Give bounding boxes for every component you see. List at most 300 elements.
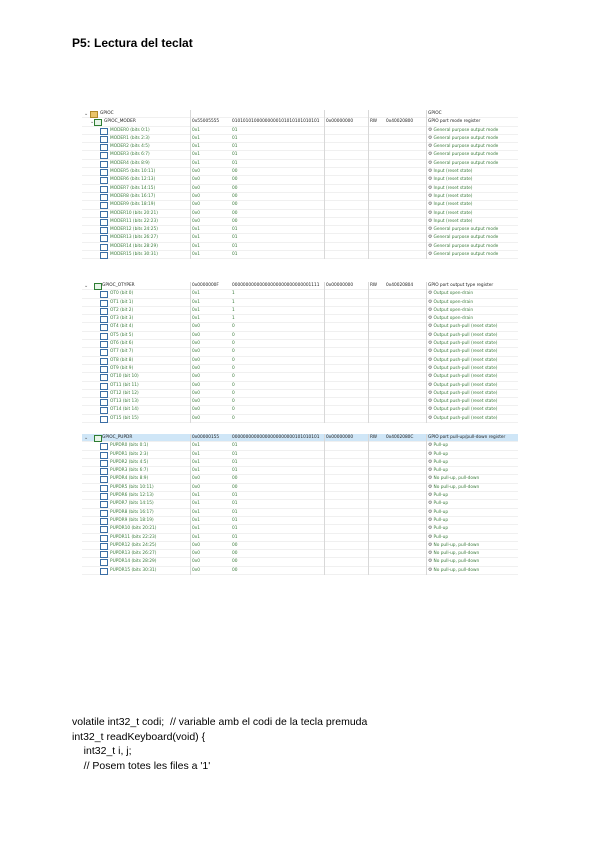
- field-bin-value[interactable]: 01: [232, 534, 238, 540]
- field-description-text: Pull-up: [433, 501, 449, 507]
- field-icon: [100, 152, 108, 159]
- field-row[interactable]: [82, 373, 518, 381]
- register-reset-value: 0x00000000: [326, 119, 354, 125]
- field-row[interactable]: [82, 176, 518, 184]
- field-bin-value[interactable]: 01: [232, 443, 238, 449]
- field-bin-value[interactable]: 01: [232, 509, 238, 515]
- field-row[interactable]: [82, 398, 518, 406]
- field-row[interactable]: [82, 442, 518, 450]
- gear-icon[interactable]: ⚙: [428, 442, 433, 449]
- register-name: GPIOC_PUPDR: [102, 435, 133, 440]
- field-description: [428, 307, 518, 314]
- field-row[interactable]: [82, 534, 518, 542]
- field-bin-value[interactable]: 00: [232, 559, 238, 565]
- field-bin-value[interactable]: 00: [232, 218, 238, 224]
- field-bin-value[interactable]: 01: [232, 459, 238, 465]
- field-icon: [100, 366, 108, 373]
- field-description-text: Input (reset state): [433, 185, 473, 191]
- gear-icon[interactable]: ⚙: [428, 508, 433, 515]
- field-row[interactable]: [82, 558, 518, 566]
- field-row[interactable]: [82, 484, 518, 492]
- field-bin-value[interactable]: 01: [232, 152, 238, 158]
- gear-icon[interactable]: ⚙: [428, 298, 433, 305]
- gear-icon[interactable]: ⚙: [428, 226, 433, 233]
- field-description-text: General purpose output mode: [433, 243, 499, 249]
- field-name: PUPDR15 (bits 30:31): [110, 567, 157, 573]
- field-hex-value[interactable]: 0x0: [192, 390, 201, 396]
- register-row-selected[interactable]: [82, 434, 518, 442]
- field-icon: [100, 227, 108, 234]
- register-description: GPIO port output type register: [428, 283, 494, 288]
- field-hex-value[interactable]: 0x0: [192, 382, 201, 388]
- field-hex-value[interactable]: 0x0: [192, 218, 201, 224]
- field-hex-value[interactable]: 0x1: [192, 534, 201, 540]
- field-bin-value[interactable]: 00: [232, 193, 238, 199]
- field-icon: [100, 136, 108, 143]
- field-hex-value[interactable]: 0x0: [192, 349, 201, 355]
- field-name: MODER8 (bits 16:17): [110, 193, 156, 199]
- field-bin-value[interactable]: 0: [232, 341, 235, 347]
- gear-icon[interactable]: ⚙: [428, 414, 433, 421]
- field-bin-value[interactable]: 00: [232, 202, 238, 208]
- field-description: [428, 193, 518, 200]
- field-row[interactable]: [82, 451, 518, 459]
- code-snippet: [72, 715, 367, 773]
- field-name: PUPDR7 (bits 14:15): [110, 501, 154, 507]
- field-row[interactable]: [82, 357, 518, 365]
- field-name: OT4 (bit 4): [110, 324, 134, 330]
- column-divider: [190, 282, 191, 423]
- field-hex-value[interactable]: 0x0: [192, 484, 201, 490]
- field-name: MODER7 (bits 14:15): [110, 185, 156, 191]
- field-bin-value[interactable]: 0: [232, 332, 235, 338]
- field-row[interactable]: [82, 127, 518, 135]
- field-icon: [100, 291, 108, 298]
- field-name: PUPDR14 (bits 28:29): [110, 559, 157, 565]
- gear-icon[interactable]: ⚙: [428, 159, 433, 166]
- gear-icon[interactable]: ⚙: [428, 143, 433, 150]
- gear-icon[interactable]: ⚙: [428, 348, 433, 355]
- field-description: [428, 390, 518, 397]
- field-description: [428, 127, 518, 134]
- field-hex-value[interactable]: 0x0: [192, 551, 201, 557]
- field-bin-value[interactable]: 01: [232, 451, 238, 457]
- field-row[interactable]: [82, 160, 518, 168]
- field-bin-value[interactable]: 0: [232, 374, 235, 380]
- field-description: [428, 168, 518, 175]
- gear-icon[interactable]: ⚙: [428, 541, 433, 548]
- field-description-text: Output push-pull (reset state): [433, 332, 498, 338]
- field-row[interactable]: [82, 525, 518, 533]
- field-hex-value[interactable]: 0x0: [192, 476, 201, 482]
- gear-icon[interactable]: ⚙: [428, 209, 433, 216]
- field-hex-value[interactable]: 0x1: [192, 144, 201, 150]
- collapse-toggle-icon[interactable]: ⌄: [84, 283, 89, 289]
- field-row[interactable]: [82, 365, 518, 373]
- field-hex-value[interactable]: 0x1: [192, 307, 201, 313]
- column-divider: [426, 282, 427, 423]
- field-bin-value[interactable]: 00: [232, 542, 238, 548]
- field-hex-value[interactable]: 0x0: [192, 210, 201, 216]
- field-description: [428, 151, 518, 158]
- field-hex-value[interactable]: 0x1: [192, 127, 201, 133]
- field-row[interactable]: [82, 323, 518, 331]
- field-description: [428, 558, 518, 565]
- field-name: OT3 (bit 3): [110, 316, 134, 322]
- field-hex-value[interactable]: 0x0: [192, 374, 201, 380]
- field-hex-value[interactable]: 0x0: [192, 542, 201, 548]
- field-description-text: General purpose output mode: [433, 152, 499, 158]
- field-hex-value[interactable]: 0x0: [192, 169, 201, 175]
- field-description: [428, 484, 518, 491]
- field-hex-value[interactable]: 0x0: [192, 415, 201, 421]
- gear-icon[interactable]: ⚙: [428, 217, 433, 224]
- gear-icon[interactable]: ⚙: [428, 234, 433, 241]
- register-icon: [94, 119, 102, 126]
- field-bin-value[interactable]: 01: [232, 135, 238, 141]
- field-bin-value[interactable]: 00: [232, 210, 238, 216]
- field-bin-value[interactable]: 0: [232, 324, 235, 330]
- gear-icon[interactable]: ⚙: [428, 450, 433, 457]
- field-description: [428, 332, 518, 339]
- moder-register-panel: [82, 110, 518, 259]
- field-bin-value[interactable]: 00: [232, 177, 238, 183]
- field-name: OT8 (bit 8): [110, 357, 134, 363]
- field-hex-value[interactable]: 0x0: [192, 567, 201, 573]
- field-hex-value[interactable]: 0x1: [192, 243, 201, 249]
- field-description-text: General purpose output mode: [433, 235, 499, 241]
- gear-icon[interactable]: ⚙: [428, 525, 433, 532]
- field-hex-value[interactable]: 0x1: [192, 451, 201, 457]
- gear-icon[interactable]: ⚙: [428, 389, 433, 396]
- field-description: [428, 442, 518, 449]
- register-row[interactable]: [82, 282, 518, 290]
- collapse-toggle-icon[interactable]: ⌄: [84, 111, 89, 117]
- field-row[interactable]: [82, 143, 518, 151]
- field-bin-value[interactable]: 00: [232, 476, 238, 482]
- field-hex-value[interactable]: 0x1: [192, 235, 201, 241]
- gear-icon[interactable]: ⚙: [428, 550, 433, 557]
- field-row[interactable]: [82, 567, 518, 575]
- field-description-text: General purpose output mode: [433, 135, 499, 141]
- gear-icon[interactable]: ⚙: [428, 151, 433, 158]
- gear-icon[interactable]: ⚙: [428, 201, 433, 208]
- gpio-group-description: GPIOC: [428, 111, 442, 116]
- gear-icon[interactable]: ⚙: [428, 176, 433, 183]
- field-bin-value[interactable]: 0: [232, 365, 235, 371]
- field-icon: [100, 349, 108, 356]
- field-description-text: General purpose output mode: [433, 144, 499, 150]
- field-row[interactable]: [82, 509, 518, 517]
- field-bin-value[interactable]: 01: [232, 493, 238, 499]
- field-hex-value[interactable]: 0x0: [192, 407, 201, 413]
- field-row[interactable]: [82, 151, 518, 159]
- field-icon: [100, 235, 108, 242]
- field-name: OT2 (bit 2): [110, 307, 134, 313]
- field-row[interactable]: [82, 193, 518, 201]
- field-hex-value[interactable]: 0x0: [192, 202, 201, 208]
- gear-icon[interactable]: ⚙: [428, 398, 433, 405]
- field-bin-value[interactable]: 01: [232, 517, 238, 523]
- field-hex-value[interactable]: 0x0: [192, 324, 201, 330]
- gear-icon[interactable]: ⚙: [428, 500, 433, 507]
- gear-icon[interactable]: ⚙: [428, 290, 433, 297]
- field-name: OT12 (bit 12): [110, 390, 139, 396]
- gear-icon[interactable]: ⚙: [428, 251, 433, 258]
- gear-icon[interactable]: ⚙: [428, 458, 433, 465]
- page-title: P5: Lectura del teclat: [72, 36, 193, 50]
- field-description-text: Output push-pull (reset state): [433, 382, 498, 388]
- field-icon: [100, 518, 108, 525]
- register-hex-value[interactable]: 0x55005555: [192, 119, 220, 125]
- register-bin-value[interactable]: 01010101000000000101010101010101: [232, 119, 320, 125]
- register-name: GPIOC_OTYPER: [102, 283, 135, 288]
- field-row[interactable]: [82, 185, 518, 193]
- gear-icon[interactable]: ⚙: [428, 306, 433, 313]
- gear-icon[interactable]: ⚙: [428, 533, 433, 540]
- field-description: [428, 550, 518, 557]
- field-hex-value[interactable]: 0x0: [192, 365, 201, 371]
- field-description-text: Pull-up: [433, 493, 449, 499]
- gear-icon[interactable]: ⚙: [428, 126, 433, 133]
- field-hex-value[interactable]: 0x0: [192, 177, 201, 183]
- field-row[interactable]: [82, 415, 518, 423]
- field-row[interactable]: [82, 234, 518, 242]
- field-name: OT6 (bit 6): [110, 341, 134, 347]
- field-description: [428, 357, 518, 364]
- gpio-group-row[interactable]: [82, 110, 518, 118]
- field-bin-value[interactable]: 1: [232, 307, 235, 313]
- field-icon: [100, 399, 108, 406]
- field-description-text: No pull-up, pull-down: [433, 551, 480, 557]
- field-name: MODER5 (bits 10:11): [110, 169, 156, 175]
- gear-icon[interactable]: ⚙: [428, 356, 433, 363]
- gear-icon[interactable]: ⚙: [428, 242, 433, 249]
- field-bin-value[interactable]: 0: [232, 399, 235, 405]
- register-bin-value[interactable]: 00000000000000000000000000001111: [232, 283, 320, 288]
- field-hex-value[interactable]: 0x1: [192, 316, 201, 322]
- gear-icon[interactable]: ⚙: [428, 331, 433, 338]
- field-icon: [100, 177, 108, 184]
- gear-icon[interactable]: ⚙: [428, 516, 433, 523]
- gear-icon[interactable]: ⚙: [428, 373, 433, 380]
- field-hex-value[interactable]: 0x1: [192, 509, 201, 515]
- field-row[interactable]: [82, 315, 518, 323]
- field-bin-value[interactable]: 00: [232, 185, 238, 191]
- register-description: GPIO port pull-up/pull-down register: [428, 435, 506, 440]
- otyper-register-panel: [82, 282, 518, 423]
- register-description: GPIO port mode register: [428, 119, 481, 125]
- field-bin-value[interactable]: 1: [232, 299, 235, 305]
- field-hex-value[interactable]: 0x1: [192, 459, 201, 465]
- field-hex-value[interactable]: 0x1: [192, 299, 201, 305]
- field-hex-value[interactable]: 0x1: [192, 160, 201, 166]
- field-bin-value[interactable]: 01: [232, 160, 238, 166]
- field-row[interactable]: [82, 382, 518, 390]
- field-description: [428, 525, 518, 532]
- field-description-text: No pull-up, pull-down: [433, 476, 480, 482]
- field-row[interactable]: [82, 348, 518, 356]
- field-name: PUPDR13 (bits 26:27): [110, 551, 157, 557]
- field-hex-value[interactable]: 0x1: [192, 501, 201, 507]
- field-row[interactable]: [82, 290, 518, 298]
- field-row[interactable]: [82, 467, 518, 475]
- field-description-text: Pull-up: [433, 459, 449, 465]
- field-hex-value[interactable]: 0x0: [192, 357, 201, 363]
- field-hex-value[interactable]: 0x1: [192, 291, 201, 297]
- field-hex-value[interactable]: 0x1: [192, 227, 201, 233]
- collapse-toggle-icon[interactable]: ⌄: [90, 119, 95, 126]
- field-hex-value[interactable]: 0x1: [192, 443, 201, 449]
- field-hex-value[interactable]: 0x0: [192, 185, 201, 191]
- column-divider: [368, 110, 369, 259]
- field-hex-value[interactable]: 0x1: [192, 493, 201, 499]
- field-row[interactable]: [82, 542, 518, 550]
- field-row[interactable]: [82, 218, 518, 226]
- gpio-group-name: GPIOC: [100, 111, 114, 116]
- field-row[interactable]: [82, 201, 518, 209]
- field-hex-value[interactable]: 0x0: [192, 332, 201, 338]
- gear-icon[interactable]: ⚙: [428, 323, 433, 330]
- register-address: 0x4002080C: [386, 435, 414, 440]
- field-bin-value[interactable]: 01: [232, 501, 238, 507]
- collapse-toggle-icon[interactable]: ⌄: [84, 435, 89, 441]
- register-hex-value[interactable]: 0x0000000F: [192, 283, 219, 288]
- field-icon: [100, 416, 108, 423]
- field-bin-value[interactable]: 01: [232, 127, 238, 133]
- field-row[interactable]: [82, 251, 518, 259]
- field-bin-value[interactable]: 0: [232, 415, 235, 421]
- gear-icon[interactable]: ⚙: [428, 192, 433, 199]
- field-name: MODER15 (bits 30:31): [110, 252, 158, 258]
- field-bin-value[interactable]: 0: [232, 349, 235, 355]
- field-bin-value[interactable]: 0: [232, 357, 235, 363]
- gear-icon[interactable]: ⚙: [428, 566, 433, 573]
- register-address: 0x40020804: [386, 283, 414, 288]
- field-bin-value[interactable]: 00: [232, 551, 238, 557]
- field-description-text: No pull-up, pull-down: [433, 559, 480, 565]
- field-row[interactable]: [82, 459, 518, 467]
- field-row[interactable]: [82, 307, 518, 315]
- field-description-text: Output push-pull (reset state): [433, 365, 498, 371]
- field-hex-value[interactable]: 0x1: [192, 526, 201, 532]
- field-row[interactable]: [82, 390, 518, 398]
- field-bin-value[interactable]: 01: [232, 468, 238, 474]
- field-name: MODER12 (bits 24:25): [110, 227, 158, 233]
- field-bin-value[interactable]: 01: [232, 252, 238, 258]
- field-hex-value[interactable]: 0x1: [192, 468, 201, 474]
- field-description-text: Output push-pull (reset state): [433, 349, 498, 355]
- field-icon: [100, 510, 108, 517]
- field-icon: [100, 374, 108, 381]
- register-bin-value[interactable]: 00000000000000000000000101010101: [232, 435, 320, 440]
- field-bin-value[interactable]: 00: [232, 169, 238, 175]
- field-bin-value[interactable]: 01: [232, 243, 238, 249]
- register-hex-value[interactable]: 0x00000155: [192, 435, 220, 440]
- gear-icon[interactable]: ⚙: [428, 558, 433, 565]
- field-hex-value[interactable]: 0x0: [192, 193, 201, 199]
- field-hex-value[interactable]: 0x1: [192, 517, 201, 523]
- gear-icon[interactable]: ⚙: [428, 467, 433, 474]
- field-name: MODER1 (bits 2:3): [110, 135, 150, 141]
- field-description: [428, 348, 518, 355]
- field-bin-value[interactable]: 01: [232, 235, 238, 241]
- gear-icon[interactable]: ⚙: [428, 381, 433, 388]
- field-row[interactable]: [82, 492, 518, 500]
- field-row[interactable]: [82, 517, 518, 525]
- field-row[interactable]: [82, 243, 518, 251]
- field-bin-value[interactable]: 1: [232, 291, 235, 297]
- field-bin-value[interactable]: 0: [232, 382, 235, 388]
- field-description: [428, 534, 518, 541]
- field-hex-value[interactable]: 0x1: [192, 152, 201, 158]
- field-bin-value[interactable]: 01: [232, 227, 238, 233]
- field-bin-value[interactable]: 00: [232, 567, 238, 573]
- field-name: MODER0 (bits 0:1): [110, 127, 150, 133]
- gear-icon[interactable]: ⚙: [428, 406, 433, 413]
- field-row[interactable]: [82, 340, 518, 348]
- field-name: MODER11 (bits 22:23): [110, 218, 158, 224]
- field-hex-value[interactable]: 0x0: [192, 399, 201, 405]
- field-icon: [100, 324, 108, 331]
- register-reset-value: 0x00000000: [326, 283, 354, 288]
- field-description: [428, 176, 518, 183]
- gear-icon[interactable]: ⚙: [428, 184, 433, 191]
- field-bin-value[interactable]: 01: [232, 144, 238, 150]
- field-bin-value[interactable]: 0: [232, 407, 235, 413]
- field-name: OT15 (bit 15): [110, 415, 139, 421]
- field-description: [428, 201, 518, 208]
- folder-icon: [90, 111, 98, 118]
- register-row[interactable]: [82, 118, 518, 126]
- gear-icon[interactable]: ⚙: [428, 168, 433, 175]
- field-hex-value[interactable]: 0x1: [192, 252, 201, 258]
- field-row[interactable]: [82, 475, 518, 483]
- gear-icon[interactable]: ⚙: [428, 483, 433, 490]
- gear-icon[interactable]: ⚙: [428, 134, 433, 141]
- field-row[interactable]: [82, 500, 518, 508]
- field-description-text: Pull-up: [433, 517, 449, 523]
- field-bin-value[interactable]: 1: [232, 316, 235, 322]
- field-bin-value[interactable]: 01: [232, 526, 238, 532]
- field-bin-value[interactable]: 0: [232, 390, 235, 396]
- field-row[interactable]: [82, 332, 518, 340]
- field-hex-value[interactable]: 0x0: [192, 341, 201, 347]
- field-row[interactable]: [82, 168, 518, 176]
- field-icon: [100, 526, 108, 533]
- gear-icon[interactable]: ⚙: [428, 475, 433, 482]
- field-icon: [100, 391, 108, 398]
- field-description: [428, 340, 518, 347]
- gear-icon[interactable]: ⚙: [428, 315, 433, 322]
- field-hex-value[interactable]: 0x1: [192, 135, 201, 141]
- field-bin-value[interactable]: 00: [232, 484, 238, 490]
- field-row[interactable]: [82, 226, 518, 234]
- field-description-text: No pull-up, pull-down: [433, 484, 480, 490]
- field-row[interactable]: [82, 299, 518, 307]
- gear-icon[interactable]: ⚙: [428, 364, 433, 371]
- field-description: [428, 218, 518, 225]
- gear-icon[interactable]: ⚙: [428, 340, 433, 347]
- field-hex-value[interactable]: 0x0: [192, 559, 201, 565]
- field-row[interactable]: [82, 550, 518, 558]
- field-row[interactable]: [82, 406, 518, 414]
- field-row[interactable]: [82, 210, 518, 218]
- column-divider: [368, 434, 369, 575]
- field-name: MODER3 (bits 6:7): [110, 152, 150, 158]
- field-row[interactable]: [82, 135, 518, 143]
- gear-icon[interactable]: ⚙: [428, 492, 433, 499]
